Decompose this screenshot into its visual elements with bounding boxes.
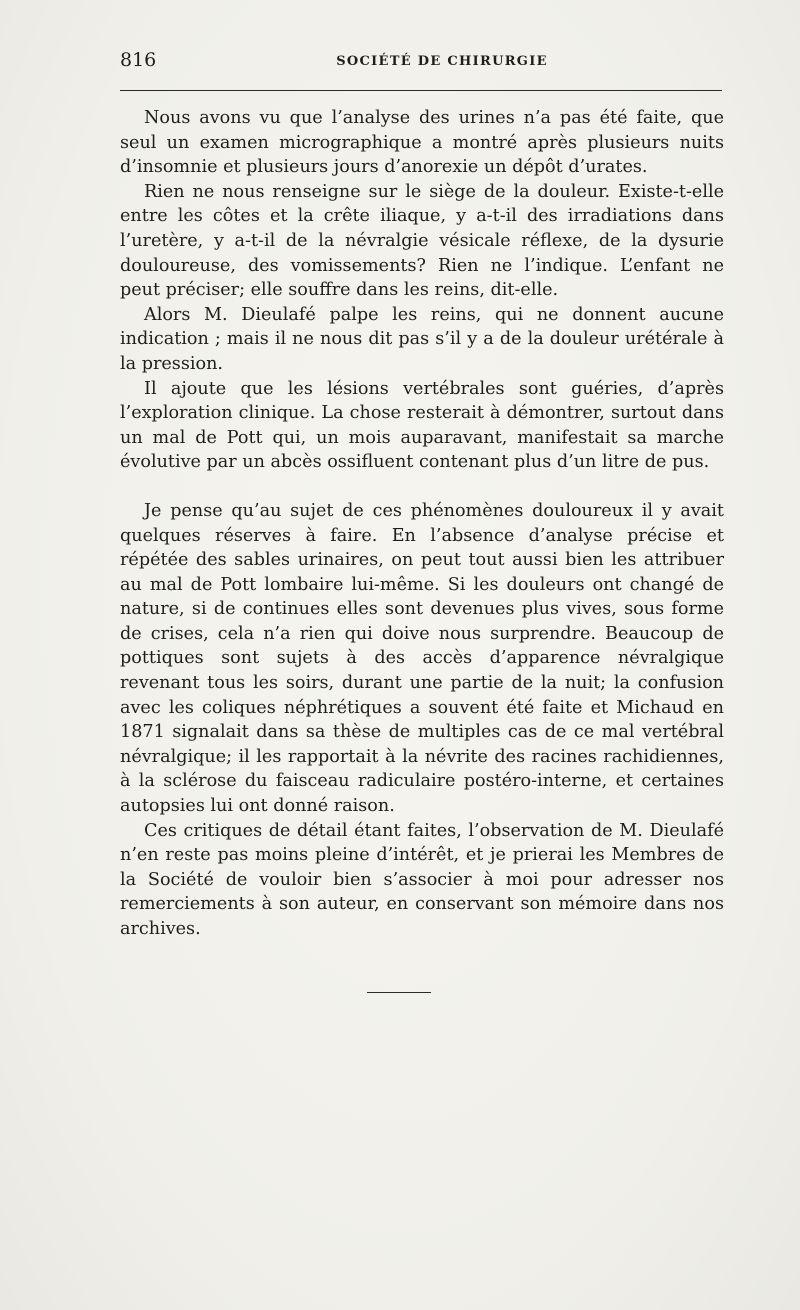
body-text xyxy=(120,106,724,942)
running-title: SOCIÉTÉ DE CHIRURGIE xyxy=(336,54,548,69)
section-gap xyxy=(120,475,724,499)
paragraph-reservations: Je pense qu’au sujet de ces phénomènes douloureux il y avait quelques réserves à faire. En l’absence d’analyse précise et répétée des sables urinaires, on peut tout aussi bien les attribuer au mal de Pott lombaire lui-même. Si les douleurs ont changé de nature, si de continues elles sont devenues plus vives, sous forme de crises, cela n’a rien qui doive nous surprendre. Beaucoup de pottiques sont sujets à des accès d’apparence névralgique revenant tous les soirs, durant une partie de la nuit; la confusion avec les coliques néphrétiques a souvent été faite et Michaud en 1871 signalait dans sa thèse de multiples cas de ce mal vertébral névralgique; il les rapportait à la névrite des racines rachidiennes, à la sclérose du faisceau radiculaire postéro-interne, et certaines autopsies lui ont donné raison. xyxy=(120,500,724,817)
paragraph-pain-location: Rien ne nous renseigne sur le siège de la douleur. Existe-t-elle entre les côtes et la crête iliaque, y a-t-il des irradiations dans l’uretère, y a-t-il de la névralgie vésicale réflexe, de la dysurie douloureuse, des vomissements? Rien ne l’indique. L’enfant ne peut préciser; elle souffre dans les reins, dit-elle. xyxy=(120,181,724,301)
page-number: 816 xyxy=(120,49,157,71)
paragraph-urine-analysis: Nous avons vu que l’analyse des urines n’a pas été faite, que seul un examen micrographique a montré après plusieurs nuits d’insomnie et plusieurs jours d’anorexie un dépôt d’urates. xyxy=(120,108,724,178)
page-header xyxy=(120,48,724,76)
paragraph-vertebral-lesions: Il ajoute que les lésions vertébrales sont guéries, d’après l’exploration clinique. La chose resterait à démontrer, surtout dans un mal de Pott qui, un mois auparavant, manifestait sa marche évolutive par un abcès ossifluent contenant plus d’un litre de pus. xyxy=(120,378,724,473)
header-rule xyxy=(120,90,722,91)
paragraph-conclusion: Ces critiques de détail étant faites, l’observation de M. Dieulafé n’en reste pas moins pleine d’intérêt, et je prierai les Membres de la Société de vouloir bien s’associer à moi pour adresser nos remerciements à son auteur, en conservant son mémoire dans nos archives. xyxy=(120,820,724,939)
paragraph-kidney-palpation: Alors M. Dieulafé palpe les reins, qui ne donnent aucune indication ; mais il ne nous dit pas s’il y a de la douleur urétérale à la pression. xyxy=(120,304,724,374)
end-rule xyxy=(367,992,431,993)
